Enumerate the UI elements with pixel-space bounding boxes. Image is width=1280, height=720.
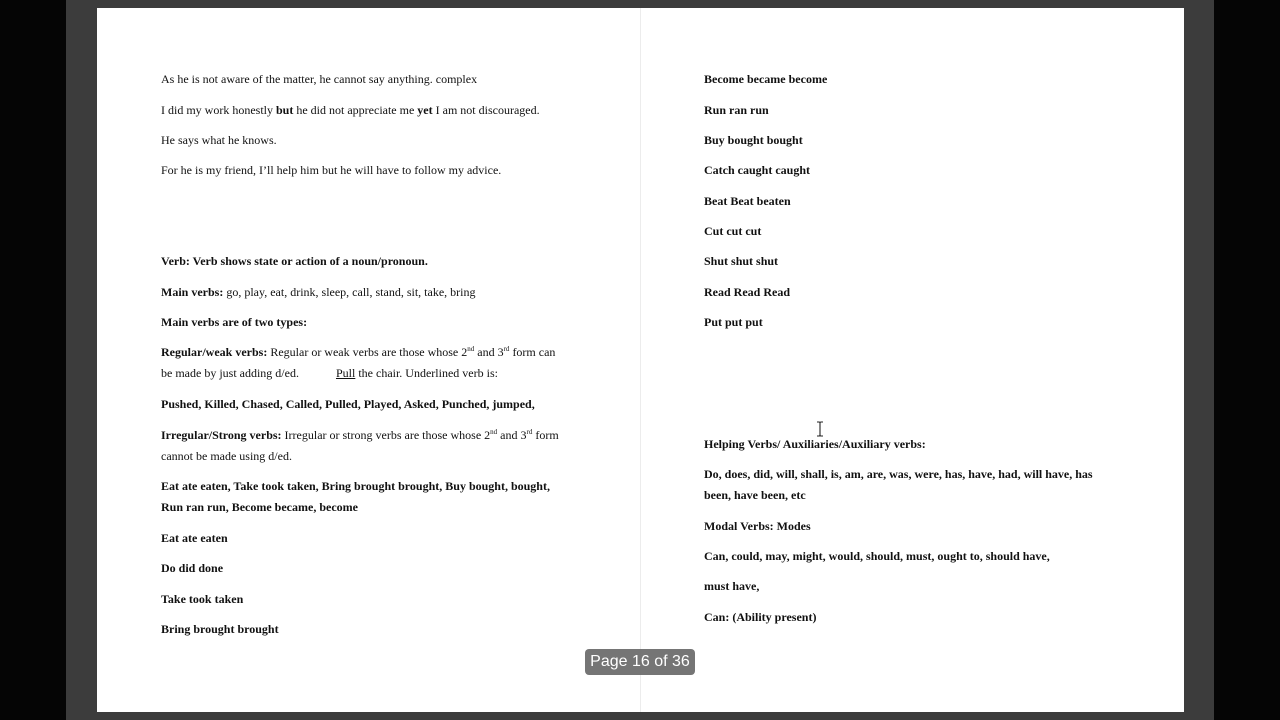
verb-form-row: Catch caught caught [704,163,811,177]
superscript: nd [490,428,498,436]
sentence-compound [161,100,540,121]
main-verbs-line [161,282,476,303]
irregular-verbs-label: Irregular/Strong verbs: [161,428,282,442]
two-page-spread[interactable] [97,8,1184,712]
verb-form-row: Beat Beat beaten [704,194,791,208]
text-segment: I did my work honestly [161,103,276,117]
verb-form-row: Eat ate eaten [161,531,228,545]
regular-verbs-line-1 [161,342,555,363]
main-verbs-text: go, play, eat, drink, sleep, call, stand, sit, take, bring [223,285,476,299]
helping-verbs-list-1: Do, does, did, will, shall, is, am, are, was, were, has, have, had, will have, has [704,467,1093,481]
verb-form-row: Shut shut shut [704,254,779,268]
irregular-verbs-line-2: cannot be made using d/ed. [161,449,292,463]
bold-conjunction: but [276,103,294,117]
text-segment: he did not appreciate me [293,103,418,117]
sentence-advice: For he is my friend, I’ll help him but he will have to follow my advice. [161,163,502,177]
text-segment: and 3 [497,428,527,442]
can-heading: Can: (Ability present) [704,610,817,624]
irregular-examples-line-2: Run ran run, Become became, become [161,500,358,514]
verb-form-row: Run ran run [704,103,769,117]
right-black-border [1214,0,1280,720]
superscript: rd [503,345,510,353]
text-segment: Irregular or strong verbs are those whose 2 [281,428,491,442]
page-divider [640,8,641,712]
modal-verbs-list-2: must have, [704,579,760,593]
verb-form-row: Bring brought brought [161,622,279,636]
bold-conjunction: yet [417,103,433,117]
regular-verbs-line-2 [161,363,498,384]
text-segment: I am not discouraged. [432,103,540,117]
text-segment: and 3 [474,345,504,359]
verb-form-row: Read Read Read [704,285,790,299]
helping-verbs-list-2: been, have been, etc [704,488,806,502]
verb-definition: Verb: Verb shows state or action of a noun/pronoun. [161,254,428,268]
regular-verbs-examples: Pushed, Killed, Chased, Called, Pulled, Played, Asked, Punched, jumped, [161,397,535,411]
text-cursor-icon [815,421,825,437]
irregular-verbs-line-1 [161,425,559,446]
text-segment: form can [509,345,556,359]
sentence-complex: As he is not aware of the matter, he cannot say anything. complex [161,72,478,86]
main-verbs-label: Main verbs: [161,285,224,299]
modal-verbs-list-1: Can, could, may, might, would, should, must, ought to, should have, [704,549,1050,563]
sentence-simple: He says what he knows. [161,133,277,147]
left-black-border [0,0,66,720]
page-indicator: Page 16 of 36 [585,649,695,675]
verb-form-row: Become became become [704,72,828,86]
text-segment: Regular or weak verbs are those whose 2 [267,345,468,359]
verb-form-row: Take took taken [161,592,244,606]
superscript: nd [467,345,475,353]
text-segment: form [532,428,559,442]
main-verbs-types: Main verbs are of two types: [161,315,308,329]
verb-form-row: Buy bought bought [704,133,803,147]
verb-form-row: Put put put [704,315,763,329]
underlined-verb: Pull [335,366,356,380]
superscript: rd [526,428,533,436]
modal-verbs-heading: Modal Verbs: Modes [704,519,811,533]
verb-form-row: Cut cut cut [704,224,762,238]
text-segment: be made by just adding d/ed. [161,366,299,380]
verb-form-row: Do did done [161,561,224,575]
irregular-examples-line-1: Eat ate eaten, Take took taken, Bring brought brought, Buy bought, bought, [161,479,550,493]
text-segment: the chair. Underlined verb is: [355,366,498,380]
regular-verbs-label: Regular/weak verbs: [161,345,268,359]
helping-verbs-heading: Helping Verbs/ Auxiliaries/Auxiliary verbs: [704,437,926,451]
